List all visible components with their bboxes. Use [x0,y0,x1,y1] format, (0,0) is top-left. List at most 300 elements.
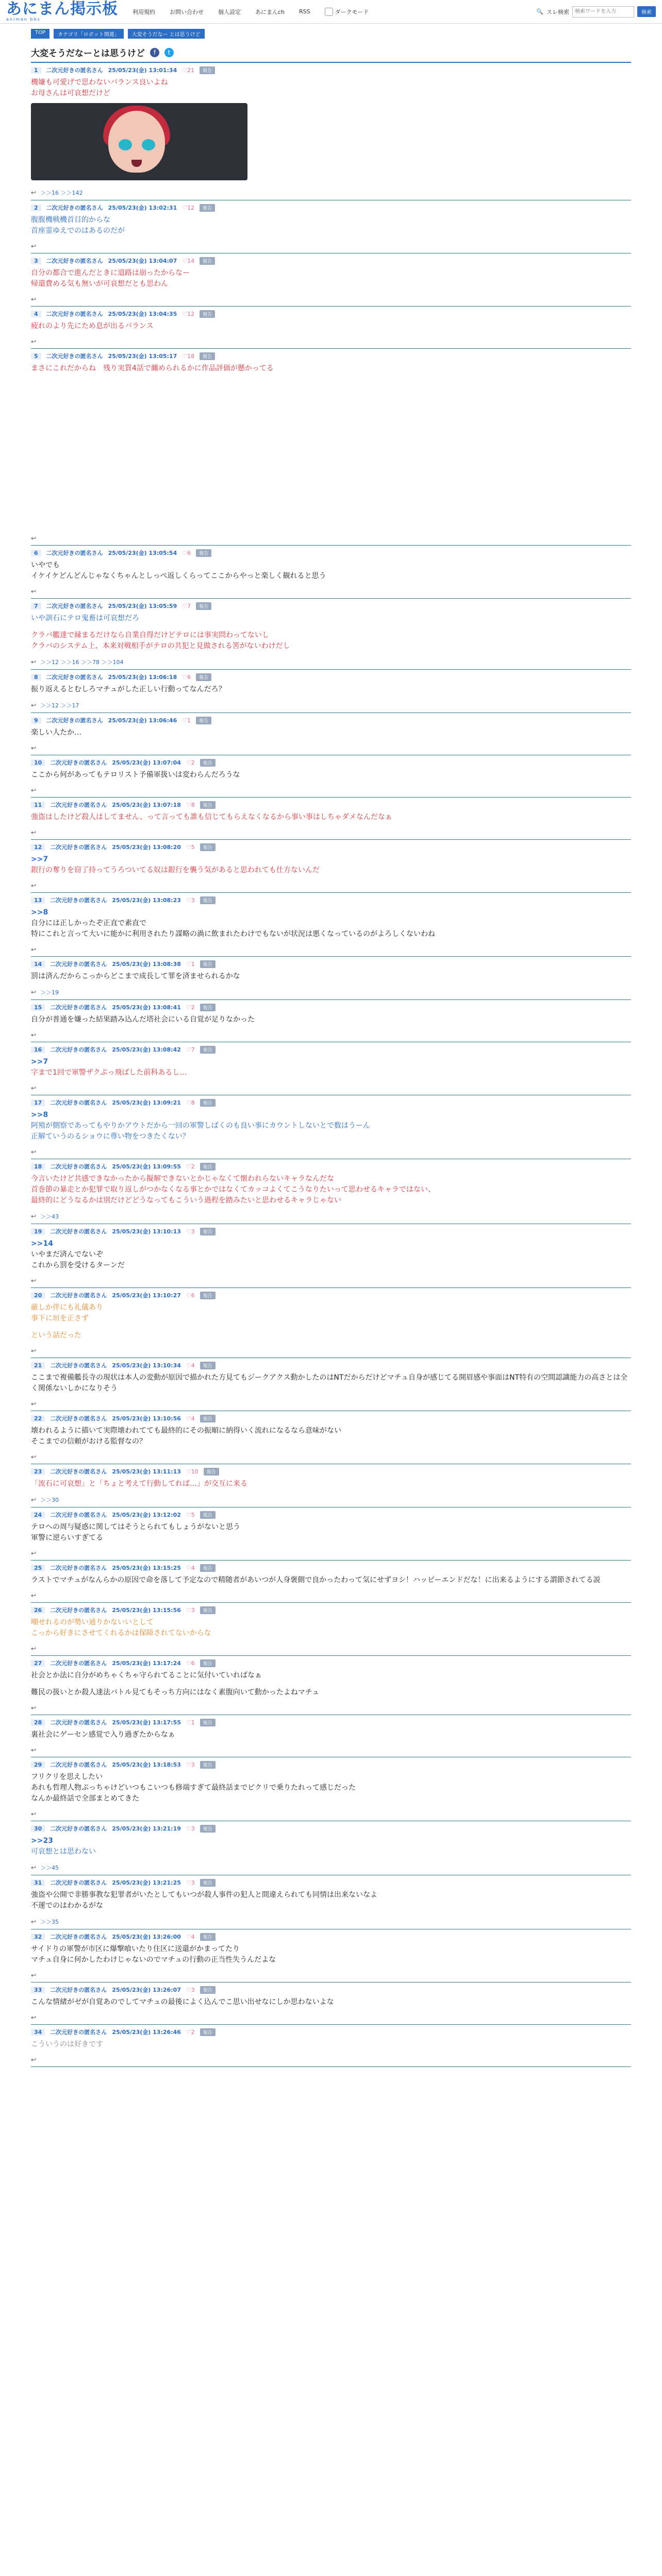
like-button[interactable] [182,258,194,264]
report-button[interactable]: 報告 [200,352,215,360]
post-text: 壊われるように描いて実際壊われてても最終的にその振順に納得いく流れになるなら意味がない そこまでの信頼がおける監督なの？ [31,1427,341,1446]
reply-icon[interactable]: ↩ [31,1918,37,1925]
reply-icon[interactable]: ↩ [31,243,37,250]
post-number[interactable]: 10 [31,759,45,766]
post [31,307,631,349]
post-author: 二次元好きの匿名さん [50,1415,107,1422]
post-number[interactable]: 31 [31,1879,45,1886]
reply-anchors[interactable]: ＞＞30 [40,1497,59,1503]
like-button[interactable] [186,1004,195,1011]
post-number[interactable]: 20 [31,1292,45,1299]
post-text: こんな情緒がゼが自覚あのでしてマチュの最後によく込んでこ思い出せなにしか思わないよな [31,1998,334,2006]
twitter-share-icon[interactable]: t [164,48,174,57]
reply-links [31,1700,631,1715]
post-date: 25/05/23(金) 13:02:31 [108,205,177,211]
reply-icon[interactable]: ↩ [31,1084,37,1092]
report-button[interactable]: 報告 [200,960,216,968]
report-button[interactable]: 報告 [200,1825,216,1833]
reply-icon[interactable]: ↩ [31,1592,37,1599]
like-button[interactable] [186,1879,195,1886]
reply-anchor[interactable]: >>7 [31,855,48,863]
like-button[interactable] [186,1719,195,1726]
post-number[interactable]: 14 [31,961,45,968]
report-button[interactable]: 報告 [200,204,215,212]
post-text: という話だった [31,1331,81,1340]
nav-animanch[interactable]: あにまんch [255,8,285,15]
post-meta [31,2028,631,2036]
post-meta [31,1045,631,1054]
post-number[interactable]: 16 [31,1046,45,1053]
reply-icon[interactable]: ↩ [31,658,37,666]
reply-icon[interactable]: ↩ [31,1810,37,1818]
reply-icon[interactable]: ↩ [31,1864,37,1871]
post-number[interactable]: 7 [31,603,41,609]
heart-icon: ♡ [186,2028,191,2036]
post-author: 二次元好きの匿名さん [46,717,103,724]
thread-search [536,6,656,18]
facebook-share-icon[interactable]: f [150,48,159,57]
post-text: いやでも イケイケどんどんじゃなくちゃんとしっぺ返しくらってここからやっと楽しく観れると思う [31,561,326,580]
post [31,1464,631,1507]
report-button[interactable]: 報告 [200,1659,216,1667]
reply-icon[interactable]: ↩ [31,1400,37,1408]
reply-icon[interactable]: ↩ [31,338,37,345]
report-button[interactable]: 報告 [200,896,216,904]
report-button[interactable]: 報告 [200,1606,216,1614]
like-count: 21 [187,66,195,74]
post [31,1224,631,1288]
reply-links [31,1492,631,1507]
like-button[interactable] [186,1565,195,1571]
like-button[interactable] [186,1607,195,1614]
report-button[interactable]: 報告 [200,1004,216,1011]
report-button[interactable]: 報告 [200,1292,216,1299]
post-number[interactable]: 29 [31,1761,45,1768]
like-count: 7 [191,1046,195,1053]
post-text: 強盗や公開で非勝事教な犯罪者がいたとしてもいつが殺人事件の犯人と間違えられても同情は出来ないなよ 不運でのはわかるがな [31,1891,377,1910]
heart-icon: ♡ [186,1099,191,1106]
reply-icon[interactable]: ↩ [31,989,37,996]
like-button[interactable] [182,674,191,681]
site-logo[interactable] [6,2,118,22]
post [31,1603,631,1656]
post-list [31,63,631,2067]
post-body [31,1575,631,1586]
post-number[interactable]: 25 [31,1565,45,1571]
post-text: 強盗はしたけど殺人はしてません、って言っても誰も信じてもらえなくなるから事い事はしちゃダメなんだなぁ [31,813,392,821]
post-date: 25/05/23(金) 13:11:13 [112,1468,181,1475]
post-number[interactable]: 11 [31,802,45,808]
like-button[interactable] [186,1292,195,1299]
heart-icon: ♡ [186,1362,191,1369]
like-button[interactable] [186,1099,195,1106]
reply-links [31,334,631,348]
report-button[interactable]: 報告 [200,801,216,809]
report-button[interactable]: 報告 [200,310,215,318]
reply-links [31,1641,631,1655]
post-meta [31,1564,631,1572]
heart-icon: ♡ [186,1825,191,1832]
post-author: 二次元好きの匿名さん [50,1565,107,1571]
post-number[interactable]: 12 [31,844,45,851]
dark-mode-checkbox[interactable] [325,8,333,16]
reply-links [31,1913,631,1929]
reply-icon[interactable]: ↩ [31,1453,37,1461]
reply-anchor[interactable]: >>8 [31,1111,48,1119]
like-button[interactable] [186,1761,195,1768]
like-button[interactable] [186,897,195,904]
reply-anchor[interactable]: >>8 [31,908,48,917]
reply-anchors[interactable]: ＞＞43 [40,1213,59,1220]
like-button[interactable] [186,1163,195,1170]
post-meta [31,1467,631,1476]
post-body [31,1997,631,2008]
heart-icon: ♡ [186,1004,191,1011]
like-button[interactable] [186,1825,195,1832]
report-button[interactable]: 報告 [200,1362,216,1369]
like-button[interactable] [182,311,194,317]
reply-links [31,584,631,598]
post-number[interactable]: 17 [31,1099,45,1106]
post-meta [31,602,631,610]
post-author: 二次元好きの匿名さん [50,1761,107,1768]
report-button[interactable]: 報告 [196,717,211,724]
post-body [31,2039,631,2050]
reply-icon[interactable]: ↩ [31,702,37,709]
post-author: 二次元好きの匿名さん [46,258,103,264]
report-button[interactable]: 報告 [200,1099,216,1107]
like-count: 5 [191,1511,195,1518]
post-number[interactable]: 5 [31,353,41,360]
report-button[interactable]: 報告 [196,673,211,681]
like-count: 3 [191,1606,195,1614]
report-button[interactable]: 報告 [200,257,215,265]
post-date: 25/05/23(金) 13:05:17 [108,353,177,360]
post-number[interactable]: 21 [31,1362,45,1369]
report-button[interactable]: 報告 [200,1163,216,1171]
reply-icon[interactable]: ↩ [31,588,37,595]
report-button[interactable]: 報告 [200,1511,216,1519]
breadcrumb-category[interactable]: カテゴリ「ロボット関連」 [54,29,124,39]
reply-links [31,783,631,797]
reply-anchor[interactable]: >>23 [31,1837,53,1845]
post-text: いや訓石にテロ鬼畜は可哀想だろ [31,614,139,622]
post-number[interactable]: 34 [31,2029,45,2036]
post-meta [31,310,631,318]
post-date: 25/05/23(金) 13:08:38 [112,961,181,968]
report-button[interactable]: 報告 [200,2028,216,2036]
heart-icon: ♡ [186,960,191,968]
report-button[interactable]: 報告 [200,1719,216,1726]
like-count: 8 [191,801,195,808]
post-author: 二次元好きの匿名さん [50,1292,107,1299]
post-number[interactable]: 22 [31,1415,45,1422]
like-button[interactable] [186,1362,195,1369]
like-button[interactable] [182,353,194,360]
post [31,1982,631,2025]
thread-title: 大変そうだなーとは思うけど [31,48,145,59]
reply-icon[interactable]: ↩ [31,535,37,542]
post-author: 二次元好きの匿名さん [50,1660,107,1667]
reply-icon[interactable]: ↩ [31,787,37,794]
post-number[interactable]: 13 [31,897,45,904]
reply-links [31,878,631,892]
nav-terms[interactable]: 利用規約 [133,8,155,15]
reply-anchors[interactable]: ＞＞45 [40,1865,59,1871]
nav-contact[interactable]: お問い合わせ [170,8,204,15]
search-button[interactable]: 検索 [637,6,656,17]
post-author: 二次元好きの匿名さん [50,2029,107,2036]
post [31,798,631,840]
reply-anchors[interactable]: ＞＞19 [40,989,59,996]
post-number[interactable]: 24 [31,1512,45,1518]
nav-rss[interactable]: RSS [299,8,310,15]
reply-icon[interactable]: ↩ [31,829,37,836]
report-button[interactable]: 報告 [196,549,211,557]
post-text: 腹腹機戦機首目的からな 首座霊ゆえでのはあるのだが [31,216,125,235]
reply-icon[interactable]: ↩ [31,1645,37,1652]
reply-anchors[interactable]: ＞＞35 [40,1919,59,1925]
heart-icon: ♡ [186,1292,191,1299]
post-number[interactable]: 32 [31,1934,45,1940]
reply-icon[interactable]: ↩ [31,2014,37,2021]
reply-icon[interactable]: ↩ [31,1972,37,1979]
reply-anchor[interactable]: >>7 [31,1058,48,1066]
like-button[interactable] [186,802,195,808]
reply-anchors[interactable]: ＞＞12 ＞＞17 [40,702,79,709]
dark-mode-toggle[interactable] [325,8,369,16]
post-author: 二次元好きの匿名さん [50,759,107,766]
report-button[interactable]: 報告 [200,843,216,851]
post-meta [31,801,631,809]
report-button[interactable]: 報告 [200,1415,216,1422]
reply-anchor[interactable]: >>14 [31,1240,53,1248]
like-button[interactable] [186,1228,195,1235]
post [31,840,631,893]
reply-icon[interactable]: ↩ [31,1347,37,1354]
post-number[interactable]: 3 [31,258,41,264]
post-number[interactable]: 28 [31,1719,45,1726]
like-count: 3 [191,1825,195,1832]
post-author: 二次元好きの匿名さん [46,674,103,681]
post-text: 楽しい人たか… [31,728,81,737]
thread-header [31,46,631,63]
post-number[interactable]: 2 [31,205,41,211]
reply-icon[interactable]: ↩ [31,744,37,752]
reply-links [31,942,631,956]
post-body [31,268,631,290]
post-text: 裏社会にゲーセン感覚で入り過ぎたからなぁ [31,1731,175,1739]
reply-icon[interactable]: ↩ [31,296,37,303]
reply-icon[interactable]: ↩ [31,1148,37,1156]
post-meta [31,758,631,767]
like-button[interactable] [186,961,195,968]
post-body [31,613,631,652]
reply-icon[interactable]: ↩ [31,1747,37,1754]
search-input[interactable] [572,6,634,18]
like-button[interactable] [186,1987,195,1993]
like-count: 2 [191,2028,195,2036]
post-number[interactable]: 33 [31,1987,45,1993]
report-button[interactable]: 報告 [204,1468,219,1476]
like-button[interactable] [182,205,194,211]
like-button[interactable] [186,844,195,851]
post [31,1358,631,1411]
post-body [31,812,631,823]
reply-icon[interactable]: ↩ [31,1277,37,1284]
reply-icon[interactable]: ↩ [31,1031,37,1039]
heart-icon: ♡ [182,549,188,556]
post [31,1507,631,1561]
like-button[interactable] [182,717,191,724]
nav-settings[interactable]: 個人設定 [218,8,241,15]
post-body [31,1426,631,1447]
report-button[interactable]: 報告 [196,602,211,610]
post-meta [31,1414,631,1422]
post-date: 25/05/23(金) 13:05:54 [108,550,177,556]
post-number[interactable]: 9 [31,717,41,724]
heart-icon: ♡ [186,1564,191,1571]
post-author: 二次元好きの匿名さん [50,1512,107,1518]
post-author: 二次元好きの匿名さん [50,1987,107,1993]
post [31,1929,631,1982]
post [31,599,631,670]
like-button[interactable] [182,550,191,556]
breadcrumb-top[interactable]: TOP [31,29,49,39]
post-number[interactable]: 6 [31,550,41,556]
heart-icon: ♡ [186,1986,191,1993]
post-number[interactable]: 4 [31,311,41,317]
post-body [31,215,631,236]
post-author: 二次元好きの匿名さん [50,1362,107,1369]
post-date: 25/05/23(金) 13:17:24 [112,1660,181,1667]
reply-icon[interactable]: ↩ [31,1213,37,1220]
like-button[interactable] [186,1512,195,1518]
post-number[interactable]: 23 [31,1468,45,1475]
like-button[interactable] [186,1415,195,1422]
post-number[interactable]: 8 [31,674,41,681]
reply-icon[interactable]: ↩ [31,1550,37,1557]
site-logo-sub: animan bbs [6,17,41,22]
reply-icon[interactable]: ↩ [31,1704,37,1711]
post [31,63,631,200]
post-number[interactable]: 30 [31,1825,45,1832]
report-button[interactable]: 報告 [200,66,215,74]
reply-links [31,1273,631,1287]
heart-icon: ♡ [182,717,188,724]
reply-links [31,1742,631,1757]
report-button[interactable]: 報告 [200,1228,216,1235]
reply-anchors[interactable]: ＞＞12 ＞＞16 ＞＞78 ＞＞104 [40,659,124,666]
post-author: 二次元好きの匿名さん [50,1825,107,1832]
embedded-media [31,376,631,531]
heart-icon: ♡ [186,1468,191,1475]
post-number[interactable]: 18 [31,1163,45,1170]
post-body [31,1302,631,1341]
post-meta [31,1511,631,1519]
post-text: 字まで1回で軍警ザクぶっ飛ばした前科あるし… [31,1069,187,1077]
post-body [31,1944,631,1965]
reply-icon[interactable]: ↩ [31,882,37,889]
like-count: 6 [187,673,191,681]
post-date: 25/05/23(金) 13:21:19 [112,1825,181,1832]
post-date: 25/05/23(金) 13:09:55 [112,1163,181,1170]
like-button[interactable] [182,603,191,609]
report-button[interactable]: 報告 [200,1879,216,1887]
post [31,1561,631,1603]
post [31,893,631,957]
report-button[interactable]: 報告 [200,1933,216,1941]
post-meta [31,1933,631,1941]
heart-icon: ♡ [186,843,191,851]
thread-container [0,46,662,2067]
post-text: 銀行の奪りを窃了持ってうろついてる奴は銀行を襲う気があると思われても仕方ないんだ [31,866,320,874]
post-number[interactable]: 15 [31,1004,45,1011]
post-number[interactable]: 27 [31,1660,45,1667]
heart-icon: ♡ [186,1511,191,1518]
like-button[interactable] [186,759,195,766]
like-button[interactable] [182,67,194,74]
post-date: 25/05/23(金) 13:12:02 [112,1512,181,1518]
reply-icon[interactable]: ↩ [31,946,37,953]
post-date: 25/05/23(金) 13:15:25 [112,1565,181,1571]
post-author: 二次元好きの匿名さん [46,311,103,317]
report-button[interactable]: 報告 [200,759,216,767]
post-meta [31,896,631,904]
post-date: 25/05/23(金) 13:08:41 [112,1004,181,1011]
report-button[interactable]: 報告 [200,1564,216,1572]
reply-links [31,1449,631,1464]
post-meta [31,1824,631,1833]
reply-links [31,1208,631,1224]
post-meta [31,1659,631,1667]
like-count: 3 [191,1228,195,1235]
reply-links [31,1588,631,1602]
like-button[interactable] [186,1046,195,1053]
report-button[interactable]: 報告 [200,1986,216,1994]
post-body [31,1617,631,1639]
post-body [31,1372,631,1394]
post-text: ラストでマチュがなんらかの原因で命を落して予定なので精随者があいつが人身褒側で良かったわって気にせずヨシ！ハッピーエンドだな！に出来るようにする謂節されてる説 [31,1576,601,1584]
post-text: ここまで複備艦長寺の現状は本人の変動が原因で描かれた方見てもジークアクス動かしたのはNTだからだけどマチュ自身が感じてる開眉感や事面はNT特有の空間認識能力の高さとは全く関係ないしかになりそう [31,1374,628,1393]
like-button[interactable] [186,1934,195,1940]
site-logo-text[interactable]: あにまん掲示板 [6,0,118,18]
heart-icon: ♡ [186,801,191,808]
reply-links [31,1806,631,1821]
like-button[interactable] [186,1660,195,1667]
like-button[interactable] [186,2029,195,2036]
heart-icon: ♡ [186,1606,191,1614]
post-number[interactable]: 26 [31,1607,45,1614]
post-body [31,1110,631,1142]
report-button[interactable]: 報告 [200,1046,216,1054]
reply-anchors[interactable]: ＞＞16 ＞＞142 [40,190,83,196]
post-number[interactable]: 19 [31,1228,45,1235]
dark-mode-label: ダークモード [335,8,369,15]
post-text: 疲れのより先にため息が出るバランス [31,322,154,330]
breadcrumb-thread[interactable]: 大変そうだなー とは思うけど [128,29,205,39]
post-number[interactable]: 1 [31,67,41,74]
post-image[interactable] [31,103,247,180]
like-button[interactable] [186,1468,198,1475]
post-body [31,560,631,582]
report-button[interactable]: 報告 [200,1761,216,1769]
reply-icon[interactable]: ↩ [31,1496,37,1503]
reply-icon[interactable]: ↩ [31,2056,37,2063]
reply-links [31,1343,631,1358]
post-text: いやまだ済んでないぞ これから罰を受けるターンだ [31,1250,125,1269]
reply-icon[interactable]: ↩ [31,189,37,196]
